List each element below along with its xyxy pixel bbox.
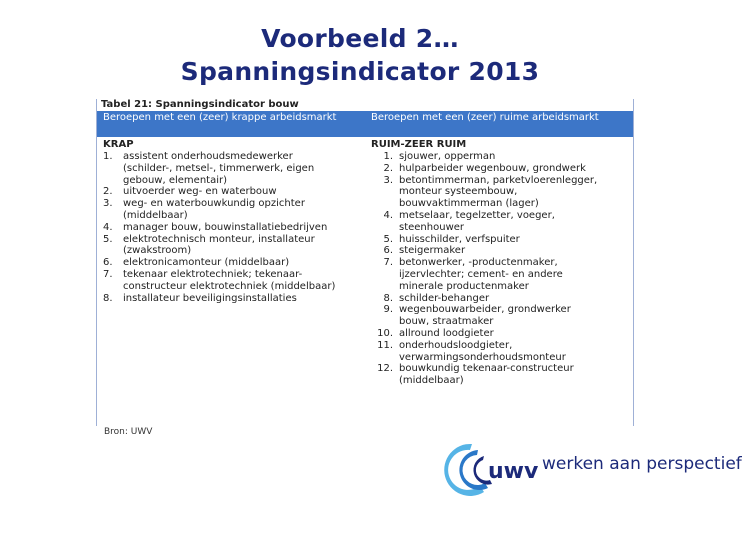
item-line: sjouwer, opperman [399, 151, 496, 162]
item-number: 7. [103, 268, 113, 280]
item-number: 8. [103, 292, 113, 304]
item-text [399, 304, 633, 328]
list-item [103, 234, 365, 258]
list-item [103, 293, 365, 305]
subhead-krap: KRAP [103, 139, 134, 150]
slide-title-line2: Spanningsindicator 2013 [180, 57, 540, 86]
item-line: wegenbouwarbeider, grondwerker [399, 304, 571, 316]
left-column [103, 151, 365, 304]
item-text [399, 210, 633, 234]
item-number: 11. [377, 339, 393, 351]
source-note: Bron: UWV [104, 427, 153, 437]
list-item [103, 257, 365, 269]
item-line: monteur systeembouw, [399, 186, 518, 198]
list-item [103, 198, 365, 222]
item-line: allround loodgieter [399, 327, 494, 339]
item-text [399, 245, 633, 257]
item-number: 2. [383, 162, 393, 174]
item-text [123, 293, 365, 305]
uwv-logo [444, 440, 742, 496]
item-text [399, 340, 633, 364]
item-number: 8. [383, 292, 393, 304]
item-number: 2. [103, 186, 113, 198]
subhead-ruim: RUIM-ZEER RUIM [371, 139, 467, 150]
table-header [97, 111, 633, 137]
item-line: betonwerker, -productenmaker, [399, 257, 558, 269]
item-line: constructeur elektrotechniek (middelbaar) [123, 280, 336, 292]
list-item [371, 163, 633, 175]
list-item [371, 175, 633, 210]
item-number: 3. [103, 198, 113, 210]
item-line: (middelbaar) [123, 209, 188, 221]
item-line: minerale productenmaker [399, 280, 529, 292]
logo-tagline: werken aan perspectief [542, 454, 742, 474]
item-line: bouw, straatmaker [399, 316, 494, 328]
uwv-logo-mark [444, 440, 544, 496]
item-number: 3. [383, 174, 393, 186]
list-item [371, 151, 633, 163]
header-left: Beroepen met een (zeer) krappe arbeidsmarkt [103, 112, 337, 123]
item-line: assistent onderhoudsmedewerker [123, 151, 293, 162]
list-item [371, 363, 633, 387]
table-caption: Tabel 21: Spanningsindicator bouw [101, 99, 299, 110]
slide-title-line1: Voorbeeld 2… [261, 24, 459, 53]
item-line: bouwvaktimmerman (lager) [399, 198, 539, 210]
item-text [123, 269, 365, 293]
item-line: weg- en waterbouwkundig opzichter [123, 198, 305, 210]
item-text [123, 257, 365, 269]
list-item [371, 210, 633, 234]
item-text [123, 186, 365, 198]
item-text [399, 151, 633, 163]
item-line: (schilder-, metsel-, timmerwerk, eigen [123, 162, 315, 174]
item-number: 5. [383, 233, 393, 245]
item-line: (middelbaar) [399, 375, 464, 387]
item-text [123, 222, 365, 234]
list-item [371, 257, 633, 292]
item-number: 4. [383, 209, 393, 221]
item-line: verwarmingsonderhoudsmonteur [399, 351, 566, 363]
item-number: 10. [377, 327, 393, 339]
item-line: steigermaker [399, 245, 466, 257]
item-text [399, 175, 633, 210]
item-text [123, 198, 365, 222]
item-line: hulparbeider wegenbouw, grondwerk [399, 162, 586, 174]
item-number: 1. [103, 151, 113, 162]
item-line: bouwkundig tekenaar-constructeur [399, 363, 574, 375]
item-number: 1. [383, 151, 393, 162]
item-text [399, 234, 633, 246]
item-text [123, 234, 365, 258]
item-line: (zwakstroom) [123, 245, 192, 257]
item-line: huisschilder, verfspuiter [399, 233, 520, 245]
item-line: installateur beveiligingsinstallaties [123, 292, 297, 304]
list-item [371, 340, 633, 364]
item-line: ijzervlechter; cement- en andere [399, 268, 563, 280]
item-text [399, 328, 633, 340]
list-item [103, 151, 365, 186]
list-item [371, 328, 633, 340]
item-line: uitvoerder weg- en waterbouw [123, 186, 277, 198]
list-item [371, 234, 633, 246]
item-text [399, 363, 633, 387]
list-item [371, 304, 633, 328]
item-number: 7. [383, 257, 393, 269]
item-number: 4. [103, 221, 113, 233]
tension-indicator-table [96, 99, 634, 426]
list-item [371, 245, 633, 257]
item-line: manager bouw, bouwinstallatiebedrijven [123, 221, 328, 233]
item-line: steenhouwer [399, 221, 465, 233]
item-number: 9. [383, 304, 393, 316]
item-line: onderhoudsloodgieter, [399, 339, 513, 351]
item-line: gebouw, elementair) [123, 174, 227, 186]
item-line: metselaar, tegelzetter, voeger, [399, 209, 555, 221]
item-line: tekenaar elektrotechniek; tekenaar- [123, 268, 303, 280]
header-right: Beroepen met een (zeer) ruime arbeidsmarkt [371, 112, 599, 123]
brand-text: uwv [488, 459, 539, 484]
list-item [103, 186, 365, 198]
item-number: 5. [103, 233, 113, 245]
list-item [103, 222, 365, 234]
list-item [371, 293, 633, 305]
item-line: elektrotechnisch monteur, installateur [123, 233, 315, 245]
item-number: 6. [103, 257, 113, 269]
item-line: schilder-behanger [399, 292, 490, 304]
item-text [399, 293, 633, 305]
item-number: 6. [383, 245, 393, 257]
slide-title [0, 22, 720, 88]
item-text [123, 151, 365, 186]
item-number: 12. [377, 363, 393, 375]
item-line: elektronicamonteur (middelbaar) [123, 257, 290, 269]
list-item [103, 269, 365, 293]
right-column [371, 151, 633, 387]
item-text [399, 257, 633, 292]
item-line: betontimmerman, parketvloerenlegger, [399, 174, 598, 186]
item-text [399, 163, 633, 175]
